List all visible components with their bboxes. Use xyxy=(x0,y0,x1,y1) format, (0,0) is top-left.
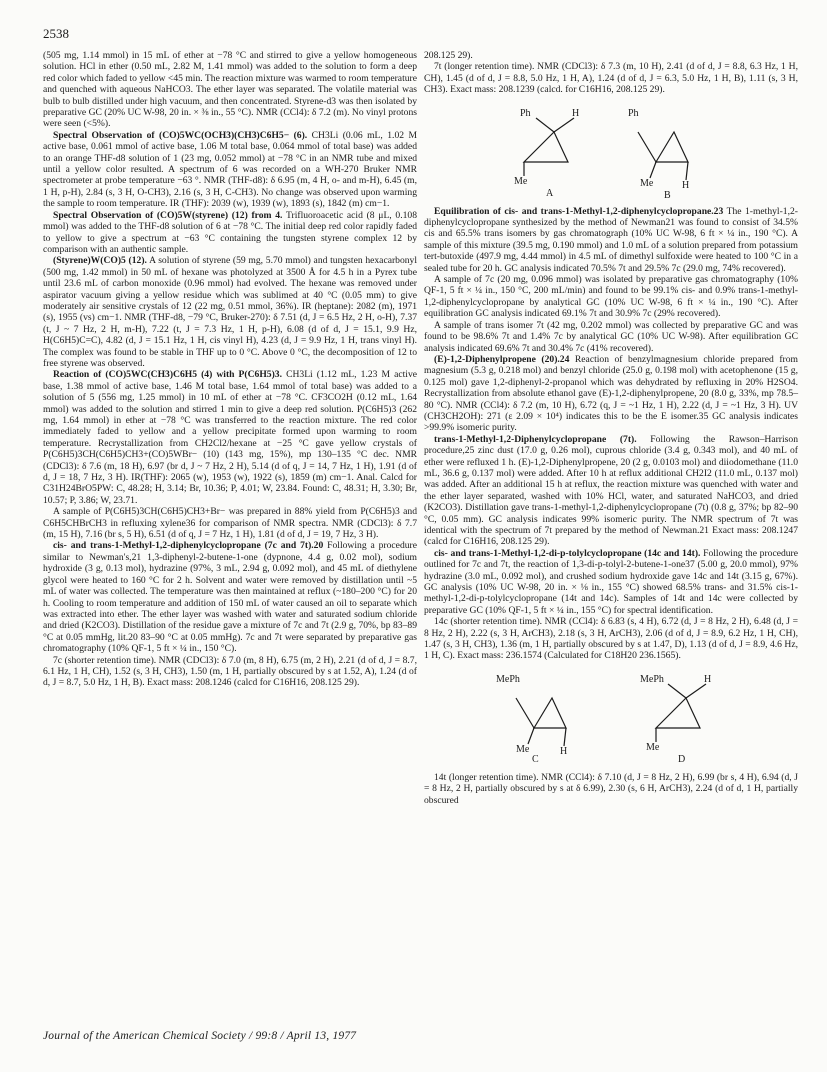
paragraph-text: A solution of styrene (59 mg, 5.70 mmol) and tungsten hexacarbonyl (500 mg, 1.42 mmol) in 50 mL of hexane was photolyzed at 3500 Å for 4.5 h in a Pyrex tube until 23.6 mL of carbon monoxide (0.96 mmol) had evolved. The hexane was removed under aspirator vacuum giving a yellow residue which was sublimed at 40 °C (0.05 mm) to give moderately air sensitive crystals of 12 (22 mg, 0.51 mmol, 36%). IR (heptane): 2082 (m), 1971 (s), 1955 (vs) cm−1. NMR (THF-d8, −79 °C, Bruker-270): δ 7.51 (d, J = 6.5 Hz, 2 H, o-H), 7.37 (t, J ~ 7 Hz, 2 H, m-H), 7.22 (t, J = 7.3 Hz, 1 H, p-H), 6.08 (d of d, J = 15.1, 9.9 Hz, H(C6H5)C=C), 4.82 (d, J = 15.1 Hz, 1 H, cis vinyl H), 4.23 (d, J = 9.9 Hz, 1 H, trans vinyl H). The complex was found to be stable in THF up to 0 °C. Above 0 °C, the decomposition of 12 to free styrene was observed. xyxy=(43,255,418,369)
paragraph-text: Following the procedure outlined for 7c and 7t, the reaction of 1,3-di-p-tolyl-2-butene-1-one37 (5.00 g, 20.0 mmol), 97% hydrazine (3.0 mL, 0.092 mol), and crushed sodium hydroxide gave 14c and 14t (3.15 g, 67%). GC analysis (10% UC W-98, 20 in. × ⅛ in., 155 °C) showed 68.5% trans- and 31.5% cis-1-methyl-1,2-di-p-tolylcyclopropane (14t and 14c). Samples of 14t and 14c were collected by preparative GC (10% QF-1, 5 ft × ¼ in., 155 °C) for spectral identification. xyxy=(424,547,799,616)
paragraph-text: CH3Li (0.06 mL, 1.02 M active base, 0.061 mmol of active base, 1.06 M total base, 0.064 mmol of total base) was added to an orange THF-d8 solution of 1 (23 mg, 0.052 mmol) at −78 °C in an NMR tube and mixed until a yellow color resulted. A spectrum of 6 was recorded on a WH-270 Bruker NMR spectrometer at probe temperature −63 °. NMR (THF-d8): δ 6.95 (m, 4 H, o- and m-H), 6.45 (m, 1 H, p-H), 2.84 (s, 3 H, O-CH3), 2.16 (s, 3 H, C-CH3). No change was observed upon warming the sample to room temperature. IR (THF): 2039 (w), 1939 (w), 1893 (s), 1842 (m) cm−1. xyxy=(43,129,417,210)
structure-label: D xyxy=(678,753,686,765)
section-heading: (E)-1,2-Diphenylpropene (20).24 xyxy=(434,353,570,365)
cyclopropane-ring-c xyxy=(534,698,566,728)
paragraph-text: Reaction of benzylmagnesium chloride prepared from magnesium (5.3 g, 0.218 mol) and benzyl chloride (25.0 g, 0.198 mol) with acetophenone (15 g, 0.125 mol) gave 1,2-diphenyl-2-propanol which was dehydrated by refluxing in 20% H2SO4. Recrystallization from absolute ethanol gave (E)-1,2-diphenylpropene, 20 (8.0 g, 33%, mp 78.5–80 °C). NMR (CCl4): δ 7.2 (m, 10 H), 6.72 (q, J = ~1 Hz, 1 H), 2.22 (d, J = ~1 Hz, 3 H). UV (CH3CH2OH): 271 (ε 2.09 × 10⁴) indicates this to be the E isomer.35 GC analysis indicates >99.9% isomeric purity. xyxy=(424,353,798,434)
section-heading: Spectral Observation of (CO)5WC(OCH3)(CH3)C6H5− (6). xyxy=(53,129,308,141)
structure-figure-cd xyxy=(424,670,798,765)
paragraph: 7t (longer retention time). NMR (CDCl3): δ 7.3 (m, 10 H), 2.41 (d of d, J = 8.8, 6.3 Hz, 1 H, CH), 1.45 (d of d, J = 8.8, 5.0 Hz, 1 H, A), 1.24 (d of d, J = 6.3, 5.0 Hz, 1 H, B), 1.11 (s, 3 H, CH3). Exact mass: 208.1239 (calcd. for C16H16, 208.125 29). xyxy=(424,61,798,96)
paragraph xyxy=(43,369,417,506)
paragraph xyxy=(43,210,417,256)
substituent-label: Me xyxy=(646,741,660,753)
paragraph: A sample of trans isomer 7t (42 mg, 0.202 mmol) was collected by preparative GC and was found to be 98.6% 7t and 1.4% 7c by analytical GC (10% UC W-98). After equilibration GC analysis indicated 69.6% 7t and 30.4% 7c (41% recovered). xyxy=(424,319,798,354)
cyclopropane-ring-b xyxy=(656,132,688,162)
paragraph xyxy=(43,255,417,369)
cyclopropane-ring-d xyxy=(656,698,700,728)
substituent-label: MePh xyxy=(496,673,520,685)
paragraph xyxy=(424,548,798,616)
paragraph-text: Following a procedure similar to Newman's,21 1,3-diphenyl-2-butene-1-one (dypnone, 4.4 g, 0.02 mol), sodium hydroxide (3 g, 0.13 mol), hydrazine (97%, 3 mL, 2.94 g, 0.092 mol), and 45 mL of diethylene glycol were heated to 160 °C for 2 h. Solvent and water were removed by distillation until ~5 mL of water was collected. The temperature was then maintained at reflux (~180–200 °C) for 20 h. Cooling to room temperature and addition of 150 mL of water caused an oil to separate which was extracted into ether. The ether layer was washed with water and saturated sodium chloride and dried (K2CO3). Distillation of the residue gave a mixture of 7c and 7t (2.9 g, 70%, bp 83–89 °C at 0.05 mmHg, lit.20 83–90 °C at 0.05 mmHg). 7c and 7t were separated by preparative gas chromatography (10% QF-1, 5 ft × ¼ in., 150 °C). xyxy=(43,540,417,655)
paragraph: 14t (longer retention time). NMR (CCl4): δ 7.10 (d, J = 8 Hz, 2 H), 6.99 (br s, 4 H), 6.94 (d, J = 8 Hz, 2 H, partially obscured by s at δ 6.99), 2.30 (s, 6 H, ArCH3), 2.24 (d of d, 1 H, partially obscured xyxy=(424,771,798,806)
left-column xyxy=(43,50,417,689)
paragraph xyxy=(424,206,798,274)
paragraph: 208.125 29). xyxy=(424,50,473,61)
section-heading: (Styrene)W(CO)5 (12). xyxy=(53,255,147,267)
paragraph: (505 mg, 1.14 mmol) in 15 mL of ether at −78 °C and stirred to give a yellow homogeneous solution. HCl in ether (0.50 mL, 2.82 M, 1.41 mmol) was added to the solution to form a deep red color which faded to yellow <45 min. The reaction mixture was warmed to room temperature and quenched with aqueous NaHCO3. The ether layer was separated. The volatile material was bulb to bulb distilled under high vacuum, and then concentrated. Styrene-d3 was then isolated by preparative GC (20% UC W-98, 20 in. × ⅜ in., 55 °C). NMR (CCl4): δ 7.2 (m). No vinyl protons were seen (<5%). xyxy=(43,50,417,130)
substituent-label: MePh xyxy=(640,673,664,685)
structure-label: C xyxy=(532,753,539,765)
paragraph-text: Trifluoroacetic acid (8 μL, 0.108 mmol) was added to the THF-d8 solution of 6 at −78 °C. The initial deep red color rapidly faded to yellow to give a spectrum at −63 °C containing the tungsten styrene complex 12 by comparison with an authentic sample. xyxy=(43,209,417,255)
section-heading: Spectral Observation of (CO)5W(styrene) (12) from 4. xyxy=(53,209,283,221)
substituent-label: H xyxy=(572,107,580,119)
cyclopropane-ring-a xyxy=(524,132,568,162)
paragraph-text: CH3Li (1.12 mL, 1.23 M active base, 1.38 mmol of active base, 1.46 M total base, 1.64 mmol of total base) was added to a solution of 5 (556 mg, 1.25 mmol) in 10 mL of ether at −78 °C. CF3CO2H (0.12 mL, 1.64 mmol) was added to the solution and stirred 1 min to give a deep red solution. P(C6H5)3 (262 mg, 1.64 mmol) in ether at −78 °C was transferred to the reaction mixture. The red color immediately faded to yellow and a yellow precipitate formed upon warming to room temperature. Recrystallization from CH2Cl2/hexane at −25 °C gave yellow crystals of P(C6H5)3CH(C6H5)CH3+(CO)5WBr− (10) (143 mg, 15%), mp 130–135 °C dec. NMR (CDCl3): δ 7.6 (m, 18 H), 6.97 (br d, J ~ 7 Hz, 2 H), 5.14 (d of q, J = 14, 7 Hz, 1 H), 1.91 (d of d, J = 18, 7 Hz, 3 H). IR(THF): 2065 (w), 1953 (w), 1922 (s), 1859 (m) cm−1. Anal. Calcd for C31H24BrO5PW: C, 48.28; H, 3.14; Br, 10.36; P, 4.01; W, 23.84. Found: C, 48.31; H, 3.30; Br, 10.57; P, 3.86; W, 23.71. xyxy=(43,369,418,506)
paragraph xyxy=(43,130,417,210)
cyclopropane-structures-cd xyxy=(424,670,798,762)
right-column xyxy=(424,50,798,806)
section-heading: cis- and trans-1-Methyl-1,2-di-p-tolylcyclopropane (14c and 14t). xyxy=(434,547,701,559)
journal-footer: Journal of the American Chemical Society / 99:8 / April 13, 1977 xyxy=(43,1030,357,1042)
substituent-label: Ph xyxy=(628,107,639,119)
paragraph xyxy=(43,540,417,654)
substituent-label: Ph xyxy=(520,107,531,119)
paragraph xyxy=(424,354,798,434)
substituent-label: H xyxy=(704,673,712,685)
section-heading: trans-1-Methyl-1,2-Diphenylcyclopropane (7t). xyxy=(434,433,637,445)
section-heading: Reaction of (CO)5WC(CH3)C6H5 (4) with P(C6H5)3. xyxy=(53,369,282,381)
substituent-label: H xyxy=(682,179,690,191)
structure-label: A xyxy=(546,187,554,199)
paragraph: A sample of 7c (20 mg, 0.096 mmol) was isolated by preparative gas chromatography (10% QF-1, 5 ft × ¼ in., 150 °C, 200 mL/min) and found to be 99.1% cis- and 0.9% trans-1-methyl-1,2-diphenylcyclopropane by analytical GC (10% UC W-98, 6 ft × ¼ in., 190 °C). After equilibration GC analysis indicated 69.1% 7t and 30.9% 7c (29% recovered). xyxy=(424,274,798,320)
paragraph: 14c (shorter retention time). NMR (CCl4): δ 6.83 (s, 4 H), 6.72 (d, J = 8 Hz, 2 H), 6.48 (d, J = 8 Hz, 2 H), 2.22 (s, 3 H, ArCH3), 2.18 (s, 3 H, ArCH3), 2.06 (d of d, J = 8.9, 6.2 Hz, 1 H, CH), 1.47 (s, 3 H, CH3), 1.36 (m, 1 H, partially obscured by s at 1.47, D), 1.13 (d of d, J = 8.9, 4.6 Hz, 1 H, C). Exact mass: 236.1574 (Calculated for C18H20 236.1565). xyxy=(424,616,798,662)
substituent-label: H xyxy=(560,745,568,757)
paragraph-text: The 1-methyl-1,2-diphenylcyclopropane synthesized by the method of Newman21 was found to consist of 34.5% cis and 65.5% trans isomers by gas chromatograph (10% UC W-98, 6 ft × ¼ in., 190 °C). A sample of this mixture (39.5 mg, 0.190 mmol) and 1.0 mL of a solution prepared from potassium tert-butoxide (497.9 mg, 4.44 mmol) in 4.5 mL of dimethyl sulfoxide were heated to 100 °C in a sealed tube for 20 h. GC analysis indicated 70.5% 7t and 29.5% 7c (29.0 mg, 74% recovered). xyxy=(424,205,798,274)
paragraph: A sample of P(C6H5)3CH(C6H5)CH3+Br− was prepared in 88% yield from P(C6H5)3 and C6H5CHBrCH3 in refluxing xylene36 for comparison of NMR spectra. NMR (CDCl3): δ 7.7 (m, 15 H), 7.16 (br s, 5 H), 6.51 (d of q, J = 7 Hz, 1 H), 1.81 (d of d, J = 19, 7 Hz, 3 H). xyxy=(43,506,417,541)
section-heading: Equilibration of cis- and trans-1-Methyl-1,2-diphenylcyclopropane.23 xyxy=(434,205,724,217)
section-heading: cis- and trans-1-Methyl-1,2-diphenylcyclopropane (7c and 7t).20 xyxy=(53,540,324,552)
paragraph xyxy=(424,434,798,548)
substituent-label: Me xyxy=(640,177,654,189)
cyclopropane-structures-ab xyxy=(424,104,798,196)
structure-figure-ab xyxy=(424,104,798,201)
page-number: 2538 xyxy=(43,26,69,41)
paragraph-text: Following the Rawson–Harrison procedure,25 zinc dust (17.0 g, 0.26 mol), cuprous chloride (3.4 g, 0.343 mol), and 40 mL of ether were refluxed 1 h. (E)-1,2-Diphenylpropene, 20 (2 g, 0.0103 mol) and diiodomethane (11.0 mL, 36.6 g, 0.137 mol) were added. After 10 h at reflux additional CH2I2 (11.0 mL, 0.137 mol) was added. After an additional 15 h at reflux, the reaction mixture was quenched with water and the ether layer separated, washed with 10% HCl, water, and saturated NaHCO3, and dried (K2CO3). Distillation gave trans-1-methyl-1,2-diphenylcyclopropane (7t) (0.8 g, 37%; bp 82–90 °C, 0.05 mm). GC analysis indicates 99% isomeric purity. The NMR spectrum of 7t was identical with the spectrum of 7t prepared by the method of Newman.21 Exact mass: 208.1247 (calcd for C16H16, 208.125 29). xyxy=(424,433,798,548)
structure-label: B xyxy=(664,189,671,201)
paragraph: 7c (shorter retention time). NMR (CDCl3): δ 7.0 (m, 8 H), 6.75 (m, 2 H), 2.21 (d of d, J = 8.7, 6.1 Hz, 1 H, CH), 1.52 (s, 3 H, CH3), 1.50 (m, 1 H, partially obscured by s at 1.52, A), 1.24 (d of d, J = 8.7, 5.0 Hz, 1 H, B). Exact mass: 208.1246 (calcd for C16H16, 208.125 29). xyxy=(43,654,417,689)
substituent-label: Me xyxy=(516,743,530,755)
substituent-label: Me xyxy=(514,175,528,187)
